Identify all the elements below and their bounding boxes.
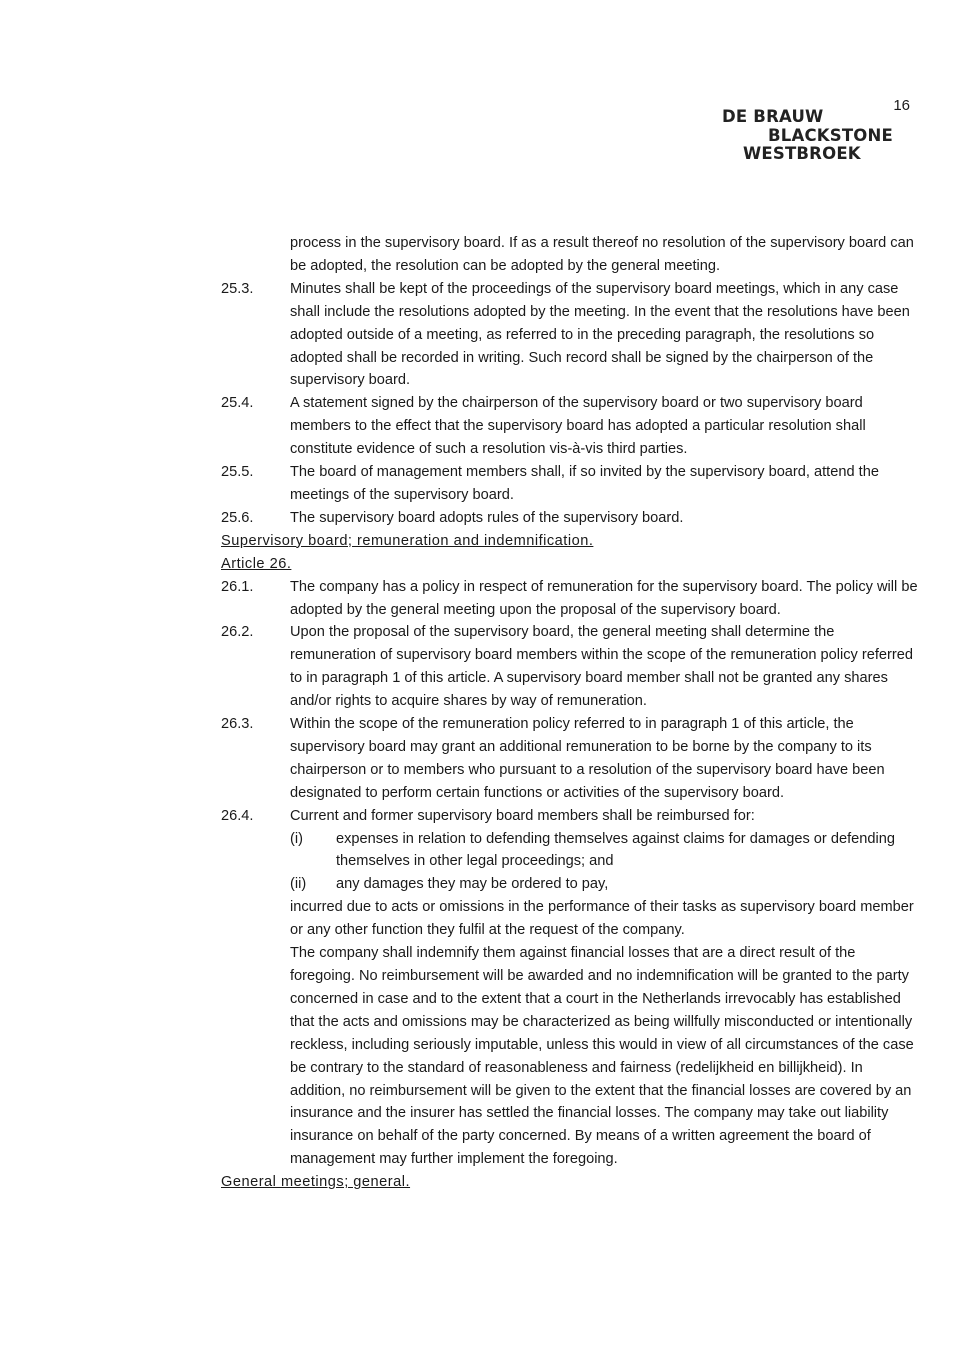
clause-number: 26.1.: [221, 578, 254, 595]
clause-number: 25.3.: [221, 280, 254, 297]
sub-item-ii: [290, 873, 921, 896]
clause-number: 25.6.: [221, 509, 254, 526]
section-heading-remuneration: Supervisory board; remuneration and indemnification.: [221, 532, 594, 549]
clause-25-4: [221, 392, 921, 461]
clause-25-3: [221, 278, 921, 393]
clause-number: 26.3.: [221, 716, 254, 733]
clause-text: Upon the proposal of the supervisory board, the general meeting shall determine the remuneration of supervisory board members within the scope of the remuneration policy referred to in paragraph 1 of this article. A supervisory board member shall not be granted any shares and/or rights to acquire shares by way of remuneration.: [290, 624, 913, 710]
clause-26-4: [221, 805, 921, 828]
clause-text: Current and former supervisory board members shall be reimbursed for:: [290, 807, 755, 824]
sub-item-i: [290, 828, 921, 874]
clause-25-5: [221, 461, 921, 507]
logo-line-1: DE BRAUW: [722, 107, 824, 126]
clause-text: Minutes shall be kept of the proceedings of the supervisory board meetings, which in any case shall include the resolutions adopted by the meeting. In the event that the resolutions have been adopted outside of a meeting, as referred to in the preceding paragraph, the resolutions so adopted shall be recorded in writing. Such record shall be signed by the chairperson of the supervisory board.: [290, 280, 910, 389]
clause-26-1: [221, 576, 921, 622]
clause-text: A statement signed by the chairperson of the supervisory board or two supervisory board members to the effect that the supervisory board has adopted a particular resolution shall constitute evidence of such a resolution vis-à-vis third parties.: [290, 395, 866, 458]
continuation-paragraph: process in the supervisory board. If as a result thereof no resolution of the supervisory board can be adopted, the resolution can be adopted by the general meeting.: [290, 235, 914, 274]
article-26-label: Article 26.: [221, 555, 292, 572]
clause-text: The company has a policy in respect of remuneration for the supervisory board. The policy will be adopted by the general meeting upon the proposal of the supervisory board.: [290, 578, 918, 618]
document-body: [221, 232, 921, 1194]
clause-number: 25.4.: [221, 395, 254, 412]
sub-item-label: (ii): [290, 876, 307, 893]
clause-number: 26.2.: [221, 624, 254, 641]
clause-text: The board of management members shall, if so invited by the supervisory board, attend the meetings of the supervisory board.: [290, 464, 879, 503]
clause-text: Within the scope of the remuneration policy referred to in paragraph 1 of this article, the supervisory board may grant an additional remuneration to be borne by the company to its chairperson or to members who pursuant to a resolution of the supervisory board have been designated to perform certain functions or activities of the supervisory board.: [290, 716, 885, 801]
sub-item-text: expenses in relation to defending themselves against claims for damages or defending themselves in other legal proceedings; and: [336, 830, 895, 870]
clause-26-3: [221, 713, 921, 805]
clause-25-6: [221, 507, 921, 530]
firm-logo: [722, 107, 894, 164]
page-number: 16: [893, 97, 910, 114]
indemnification-paragraph: The company shall indemnify them against financial losses that are a direct result of the foregoing. No reimbursement will be awarded and no indemnification will be granted to the party concerned in case and to the extent that a court in the Netherlands irrevocably has established that the acts and omissions may be characterized as being willfully misconducted or intentionally reckless, including seriously imputable, unless this would in view of all circumstances of the case be contrary to the standard of reasonableness and fairness (redelijkheid en billijkheid). In addition, no reimbursement will be given to the extent that the financial losses are covered by an insurance and the insurer has settled the financial losses. The company may take out liability insurance on behalf of the party concerned. By means of a written agreement the board of management may further implement the foregoing.: [290, 945, 914, 1168]
clause-text: The supervisory board adopts rules of the supervisory board.: [290, 509, 684, 526]
sub-item-label: (i): [290, 830, 303, 847]
sub-item-text: any damages they may be ordered to pay,: [336, 876, 609, 893]
clause-number: 25.5.: [221, 464, 254, 481]
section-heading-general-meetings: General meetings; general.: [221, 1174, 411, 1191]
clause-26-2: [221, 621, 921, 713]
clause-26-4-continuation: incurred due to acts or omissions in the performance of their tasks as supervisory board member or any other function they fulfil at the request of the company.: [290, 899, 914, 939]
logo-line-3: WESTBROEK: [743, 144, 861, 163]
clause-number: 26.4.: [221, 807, 254, 824]
logo-line-2: BLACKSTONE: [768, 125, 894, 145]
